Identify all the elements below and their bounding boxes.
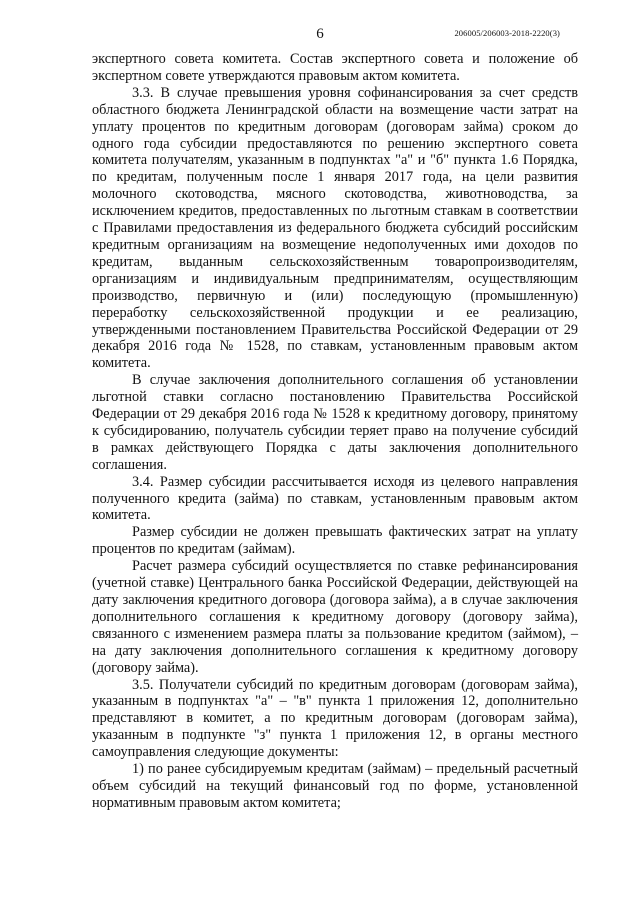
document-body xyxy=(92,51,578,812)
page-number: 6 xyxy=(316,26,324,42)
paragraph: 3.5. Получатели субсидий по кредитным договорам (договорам займа), указанным в подпунктах "а" – "в" пункта 1 приложения 12, дополнительно представляют в комитет, а по кредитным договорам (договорам займа), указанным в подпункте "з" пункта 1 приложения 12, в органы местного самоуправления следующие документы: xyxy=(92,676,578,761)
paragraph: 1) по ранее субсидируемым кредитам (займам) – предельный расчетный объем субсидий на текущий финансовый год по форме, установленной нормативным правовым актом комитета; xyxy=(92,761,578,811)
paragraph: экспертного совета комитета. Состав экспертного совета и положение об экспертном совете утверждаются правовым актом комитета. xyxy=(92,51,578,84)
paragraph: 3.3. В случае превышения уровня софинансирования за счет средств областного бюджета Ленинградской области на возмещение части затрат на уплату процентов по кредитным договорам (договорам займа) сроком до одного года субсидии предоставляются по решению экспертного совета комитета получателям, указанным в подпунктах "а" и "б" пункта 1.6 Порядка, по кредитам, полученным после 1 января 2017 года, на цели развития молочного скотоводства, мясного скотоводства, животноводства, за исключением кредитов, предоставленных по льготным ставкам в соответствии с Правилами предоставления из федерального бюджета субсидий российским кредитным организациям на возмещение недополученных ими доходов по кредитам, выданным сельскохозяйственным товаропроизводителям, организациям и индивидуальным предпринимателям, осуществляющим производство, первичную и (или) последующую (промышленную) переработку сельскохозяйственной продукции и ее реализацию, утвержденными постановлением Правительства Российской Федерации от 29 декабря 2016 года № 1528, по ставкам, установленным правовым актом комитета. xyxy=(92,84,578,372)
paragraph: Размер субсидии не должен превышать фактических затрат на уплату процентов по кредитам (займам). xyxy=(92,524,578,558)
paragraph: Расчет размера субсидий осуществляется по ставке рефинансирования (учетной ставке) Центрального банка Российской Федерации, действующей на дату заключения кредитного договора (договора займа), а в случае заключения дополнительного соглашения к кредитному договору (договору займа), связанного с изменением размера платы за пользование кредитом (займом), – на дату заключения дополнительного соглашения к кредитному договору (договору займа). xyxy=(92,558,578,676)
paragraph: 3.4. Размер субсидии рассчитывается исходя из целевого направления полученного кредита (займа) по ставкам, установленным правовым актом комитета. xyxy=(92,473,578,524)
paragraph: В случае заключения дополнительного соглашения об установлении льготной ставки согласно постановлению Правительства Российской Федерации от 29 декабря 2016 года № 1528 к кредитному договору, принятому к субсидированию, получатель субсидии теряет право на получение субсидий в рамках действующего Порядка с даты заключения дополнительного соглашения. xyxy=(92,372,578,473)
document-code: 206005/206003-2018-2220(3) xyxy=(454,28,560,38)
